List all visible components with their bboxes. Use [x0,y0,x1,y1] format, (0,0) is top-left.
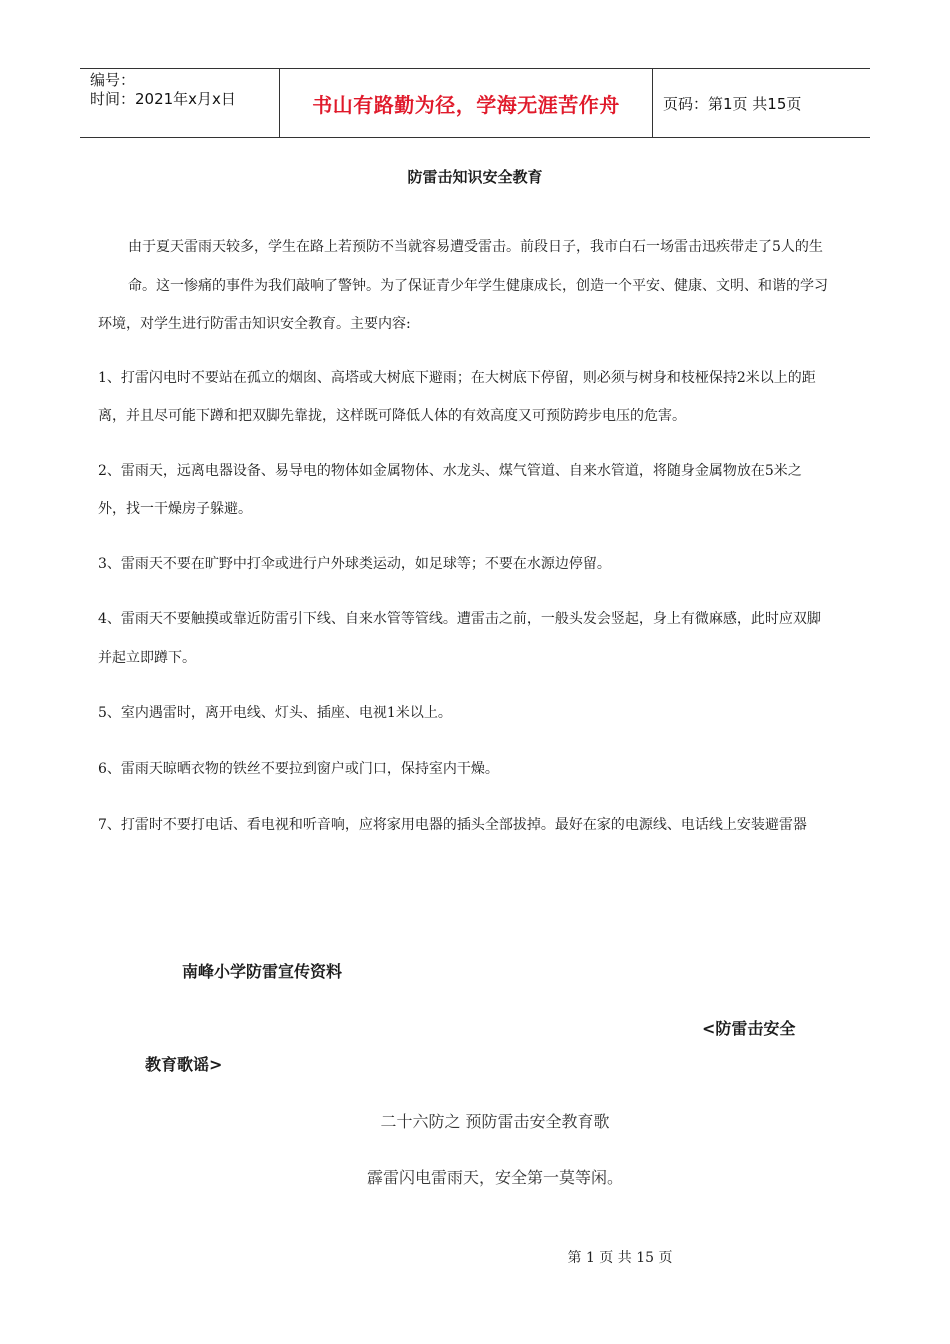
intro-line-1: 由于夏天雷雨天较多，学生在路上若预防不当就容易遭受雷击。前段日子，我市白石一场雷击迅疾带走了5人的生 [128,239,823,255]
header-motto-cell [280,69,653,137]
item-1-line-1: 1、打雷闪电时不要站在孤立的烟囱、高塔或大树底下避雨；在大树底下停留，则必须与树身和枝桠保持2米以上的距 [98,370,816,386]
item-3-line-1: 3、雷雨天不要在旷野中打伞或进行户外球类运动，如足球等；不要在水源边停留。 [98,556,611,572]
item-5-line-1: 5、室内遇雷时，离开电线、灯头、插座、电视1米以上。 [98,705,452,721]
item-2-line-1: 2、雷雨天，远离电器设备、易导电的物体如金属物体、水龙头、煤气管道、自来水管道，将随身金属物放在5米之 [98,463,802,479]
school-label: 南峰小学防雷宣传资料 [182,962,343,981]
header-table [80,68,870,138]
item-4-line-2: 并起立即蹲下。 [98,650,196,666]
ballad-title-part-1: <防雷击安全 [702,1019,796,1038]
song-title: 二十六防之 预防雷击安全教育歌 [380,1112,610,1131]
intro-line-2: 命。这一惨痛的事件为我们敲响了警钟。为了保证青少年学生健康成长，创造一个平安、健康、文明、和谐的学习 [128,278,828,294]
item-1-line-2: 离，并且尽可能下蹲和把双脚先靠拢，这样既可降低人体的有效高度又可预防跨步电压的危害。 [98,408,686,424]
header-page-cell [653,69,870,137]
song-line-1: 霹雷闪电雷雨天，安全第一莫等闲。 [366,1168,623,1187]
item-4-line-1: 4、雷雨天不要触摸或靠近防雷引下线、自来水管等管线。遭雷击之前，一般头发会竖起，身上有微麻感，此时应双脚 [98,611,821,627]
time-label: 时间：2021年x月x日 [90,90,236,108]
item-2-line-2: 外，找一干燥房子躲避。 [98,501,252,517]
serial-label: 编号： [90,71,136,89]
ballad-title-part-2: 教育歌谣> [145,1055,223,1074]
motto-text: 书山有路勤为径，学海无涯苦作舟 [312,92,620,117]
item-6-line-1: 6、雷雨天晾晒衣物的铁丝不要拉到窗户或门口，保持室内干燥。 [98,761,499,777]
page-footer: 第 1 页 共 15 页 [567,1250,673,1266]
document-title: 防雷击知识安全教育 [407,168,543,186]
header-left-cell [80,69,280,137]
intro-line-3: 环境，对学生进行防雷击知识安全教育。主要内容: [98,316,411,332]
page-info: 页码：第1页 共15页 [663,94,802,113]
item-7-line-1: 7、打雷时不要打电话、看电视和听音响，应将家用电器的插头全部拔掉。最好在家的电源线、电话线上安装避雷器 [98,817,807,833]
